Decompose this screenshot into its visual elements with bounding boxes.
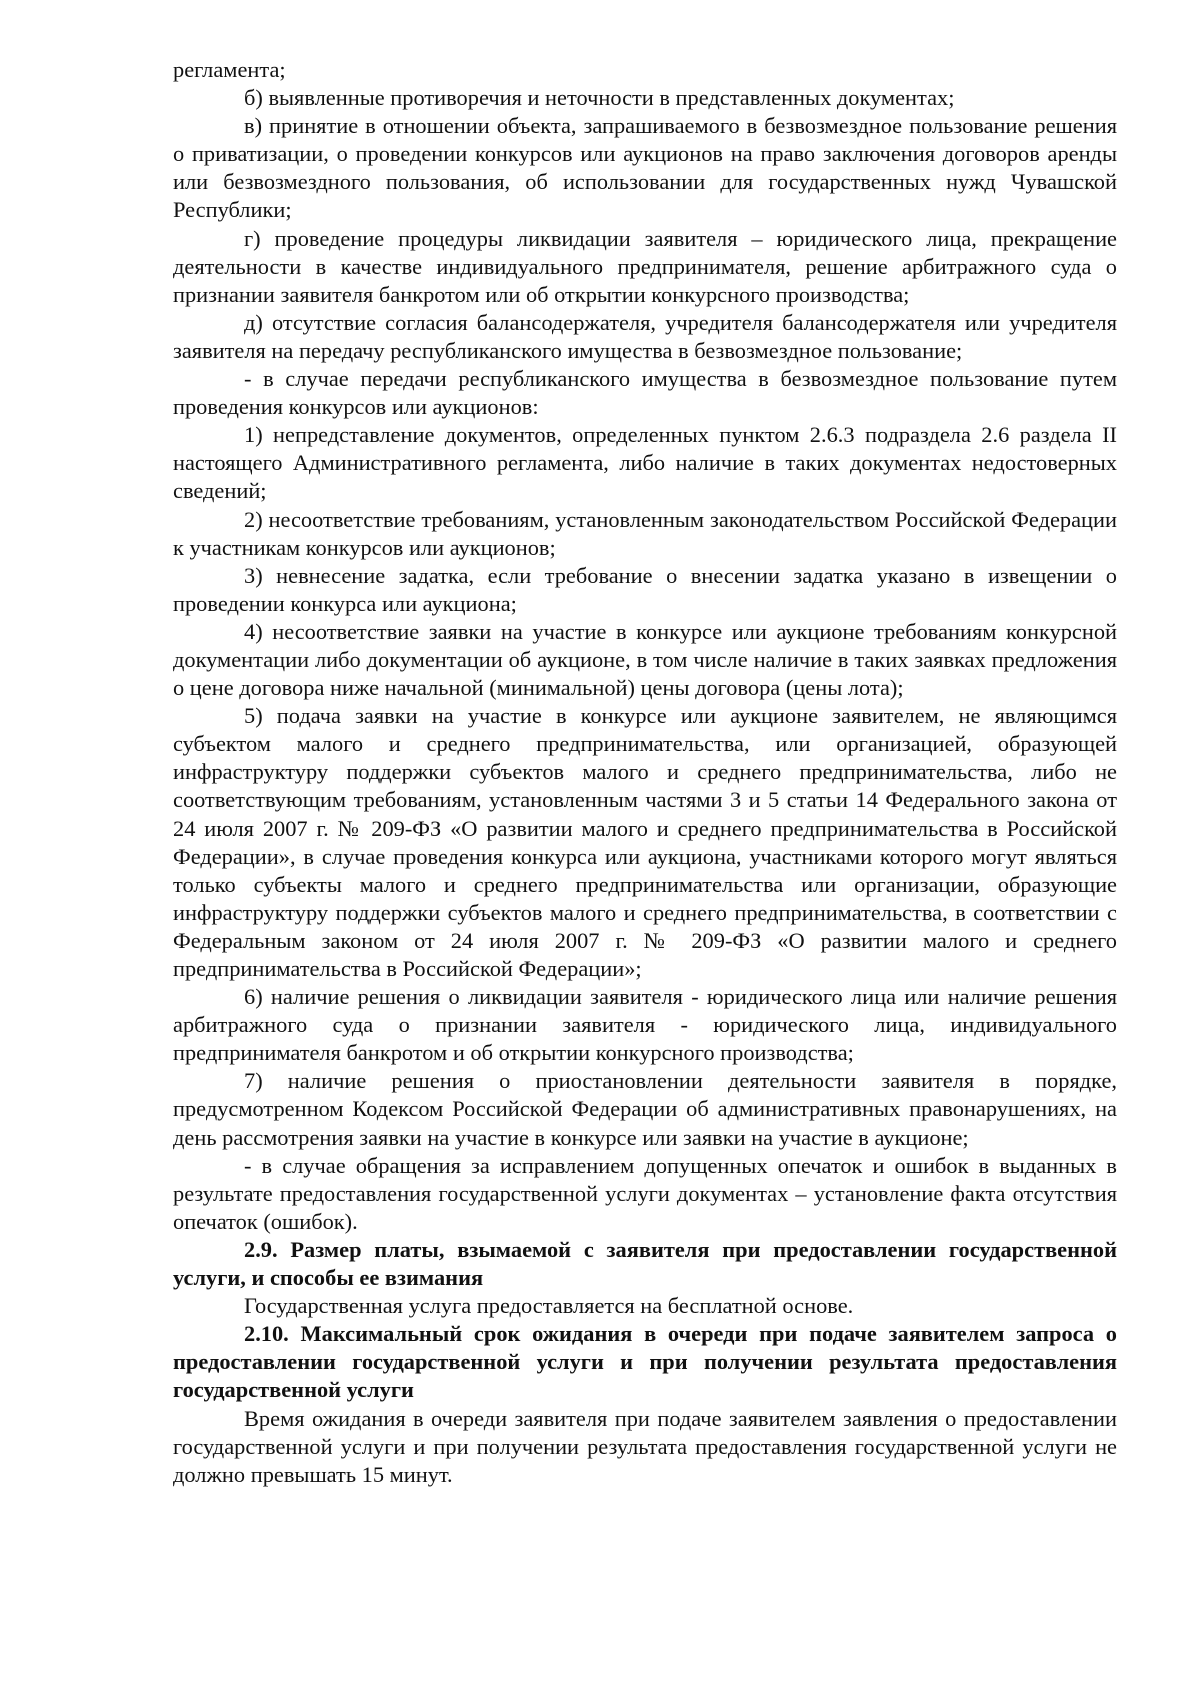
paragraph-item-2: 2) несоответствие требованиям, установленным законодательством Российской Федерации к участникам конкурсов или аукционов; — [173, 506, 1117, 560]
paragraph-waiting-time: Время ожидания в очереди заявителя при подаче заявителем заявления о предоставлении государственной услуги и при получении результата предоставления государственной услуги не должно превышать 15 минут. — [173, 1405, 1117, 1487]
paragraph-item-5: 5) подача заявки на участие в конкурсе или аукционе заявителем, не являющимся субъектом малого и среднего предпринимательства, или организацией, образующей инфраструктуру поддержки субъектов малого и среднего предпринимательства, либо не соответствующим требованиям, установленным частями 3 и 5 статьи 14 Федерального закона от 24 июля 2007 г. № 209-ФЗ «О развитии малого и среднего предпринимательства в Российской Федерации», в случае проведения конкурса или аукциона, участниками которого могут являться только субъекты малого и среднего предпринимательства или организации, образующие инфраструктуру поддержки субъектов малого и среднего предпринимательства, в соответствии с Федеральным законом от 24 июля 2007 г. № 209-ФЗ «О развитии малого и среднего предпринимательства в Российской Федерации»; — [173, 703, 1117, 981]
paragraph-item-g: г) проведение процедуры ликвидации заявителя – юридического лица, прекращение деятельности в качестве индивидуального предпринимателя, решение арбитражного суда о признании заявителя банкротом или об открытии конкурсного производства; — [173, 225, 1117, 307]
paragraph-item-v: в) принятие в отношении объекта, запрашиваемого в безвозмездное пользование решения о приватизации, о проведении конкурсов или аукционов на право заключения договоров аренды или безвозмездного пользования, об использовании для государственных нужд Чувашской Республики; — [173, 113, 1117, 223]
paragraph-item-4: 4) несоответствие заявки на участие в конкурсе или аукционе требованиям конкурсной документации либо документации об аукционе, в том числе наличие в таких заявках предложения о цене договора ниже начальной (минимальной) цены договора (цены лота); — [173, 618, 1117, 701]
paragraph-typo-case: - в случае обращения за исправлением допущенных опечаток и ошибок в выданных в результате предоставления государственной услуги документах – установление факта отсутствия опечаток (ошибок). — [173, 1152, 1117, 1234]
paragraph-item-7: 7) наличие решения о приостановлении деятельности заявителя в порядке, предусмотренном Кодексом Российской Федерации об административных правонарушениях, на день рассмотрения заявки на участие в конкурсе или заявки на участие в аукционе; — [173, 1068, 1117, 1150]
document-page — [173, 56, 1117, 1489]
paragraph-fee: Государственная услуга предоставляется на бесплатной основе. — [244, 1293, 854, 1319]
paragraph-item-b: б) выявленные противоречия и неточности в представленных документах; — [244, 85, 955, 111]
paragraph-item-3: 3) невнесение задатка, если требование о внесении задатка указано в извещении о проведении конкурса или аукциона; — [173, 562, 1117, 616]
section-heading-2-9: 2.9. Размер платы, взымаемой с заявителя при предоставлении государственной услуги, и способы ее взимания — [173, 1236, 1117, 1291]
paragraph-item-6: 6) наличие решения о ликвидации заявителя - юридического лица или наличие решения арбитражного суда о признании заявителя - юридического лица, индивидуального предпринимателя банкротом и об открытии конкурсного производства; — [173, 984, 1117, 1066]
paragraph-item-d: д) отсутствие согласия балансодержателя, учредителя балансодержателя или учредителя заявителя на передачу республиканского имущества в безвозмездное пользование; — [173, 309, 1117, 363]
paragraph-item-1: 1) непредставление документов, определенных пунктом 2.6.3 подраздела 2.6 раздела II настоящего Административного регламента, либо наличие в таких документах недостоверных сведений; — [173, 422, 1117, 504]
paragraph-continuation: регламента; — [173, 57, 286, 82]
paragraph-auction-case: - в случае передачи республиканского имущества в безвозмездное пользование путем проведения конкурсов или аукционов: — [173, 366, 1117, 420]
section-heading-2-10: 2.10. Максимальный срок ожидания в очереди при подаче заявителем запроса о предоставлении государственной услуги и при получении результата предоставления государственной услуги — [173, 1321, 1117, 1403]
